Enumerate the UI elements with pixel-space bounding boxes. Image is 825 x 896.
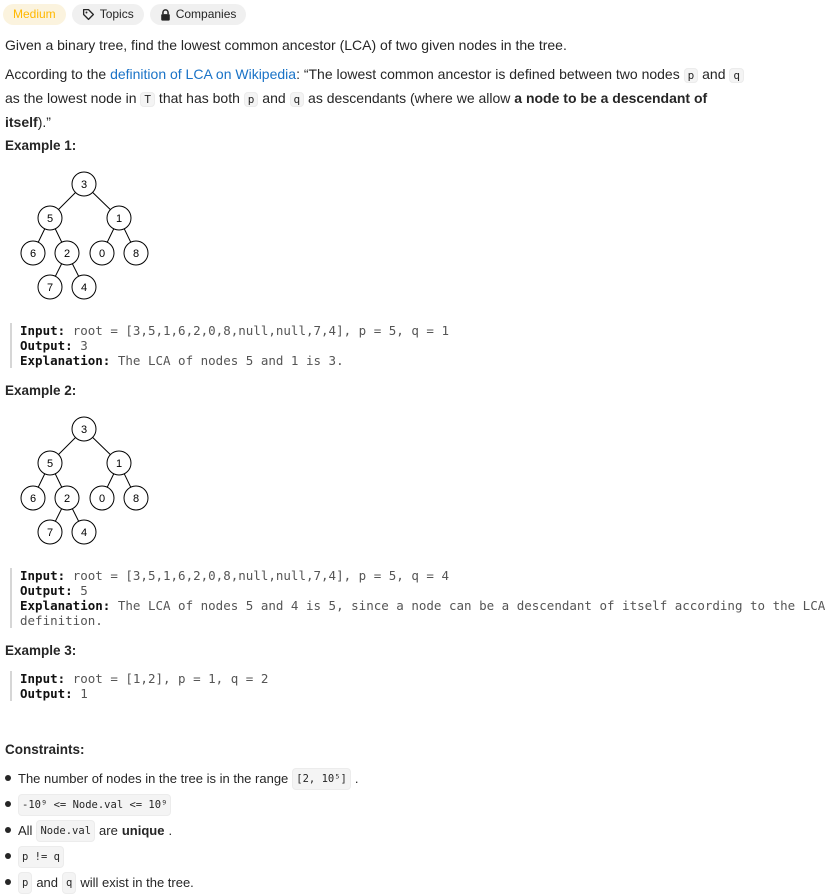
tree-node bbox=[90, 241, 114, 265]
svg-text:3: 3 bbox=[80, 424, 88, 436]
example-1-code-block bbox=[10, 323, 449, 368]
text: . bbox=[168, 823, 173, 838]
svg-text:0: 0 bbox=[98, 493, 106, 505]
explanation-value-continued: definition. bbox=[20, 613, 103, 628]
svg-text:8: 8 bbox=[132, 248, 140, 260]
output-value: 5 bbox=[80, 583, 88, 598]
svg-text:1: 1 bbox=[115, 458, 123, 470]
tree-node bbox=[72, 520, 96, 544]
tree-nodes bbox=[21, 417, 148, 544]
code-p: p bbox=[244, 92, 259, 107]
tree-node bbox=[72, 275, 96, 299]
output-label: Output: bbox=[20, 338, 73, 353]
text: and bbox=[258, 90, 290, 106]
svg-text:5: 5 bbox=[46, 458, 54, 470]
code: p != q bbox=[18, 846, 64, 868]
tree-node bbox=[72, 172, 96, 196]
input-label: Input: bbox=[20, 671, 66, 686]
tree-node bbox=[124, 241, 148, 265]
tree-node bbox=[55, 241, 79, 265]
code-t: T bbox=[140, 92, 155, 107]
difficulty-badge[interactable] bbox=[3, 4, 66, 25]
explanation-value: The LCA of nodes 5 and 1 is 3. bbox=[117, 353, 344, 368]
text: that has both bbox=[155, 90, 244, 106]
svg-text:0: 0 bbox=[98, 248, 106, 260]
list-item bbox=[5, 844, 358, 870]
constraints-title: Constraints: bbox=[5, 742, 85, 757]
text: are bbox=[99, 823, 118, 838]
text: as descendants (where we allow bbox=[304, 90, 515, 106]
text: The number of nodes in the tree is in the range bbox=[18, 771, 289, 786]
example-3-title: Example 3: bbox=[5, 643, 77, 658]
lca-wikipedia-link[interactable]: definition of LCA on Wikipedia bbox=[110, 66, 297, 82]
svg-text:6: 6 bbox=[29, 248, 37, 260]
code: Node.val bbox=[36, 820, 95, 842]
input-value: root = [1,2], p = 1, q = 2 bbox=[72, 671, 269, 686]
output-value: 3 bbox=[80, 338, 88, 353]
list-item bbox=[5, 818, 358, 844]
svg-text:1: 1 bbox=[115, 213, 123, 225]
tree-node bbox=[38, 206, 62, 230]
companies-label: Companies bbox=[175, 7, 237, 21]
tree-node bbox=[38, 451, 62, 475]
text: will exist in the tree. bbox=[80, 875, 194, 890]
code: [2, 10⁵] bbox=[292, 768, 351, 790]
input-value: root = [3,5,1,6,2,0,8,null,null,7,4], p = 5, q = 1 bbox=[72, 323, 449, 338]
example-2-title: Example 2: bbox=[5, 383, 77, 398]
svg-text:4: 4 bbox=[80, 282, 88, 294]
list-item bbox=[5, 870, 358, 896]
text: ).” bbox=[37, 114, 51, 130]
output-label: Output: bbox=[20, 583, 73, 598]
tree-node bbox=[38, 275, 62, 299]
input-label: Input: bbox=[20, 568, 66, 583]
tree-node bbox=[21, 486, 45, 510]
explanation-label: Explanation: bbox=[20, 598, 111, 613]
example-1-title: Example 1: bbox=[5, 138, 77, 153]
companies-button[interactable] bbox=[150, 4, 247, 25]
list-item bbox=[5, 766, 358, 792]
tree-node bbox=[72, 417, 96, 441]
explanation-label: Explanation: bbox=[20, 353, 111, 368]
topics-label: Topics bbox=[99, 7, 134, 21]
tree-node bbox=[55, 486, 79, 510]
topics-button[interactable] bbox=[72, 4, 144, 25]
tag-icon bbox=[82, 8, 95, 21]
explanation-value: The LCA of nodes 5 and 4 is 5, since a node can be a descendant of itself according to the LCA bbox=[117, 598, 825, 613]
code-p: p bbox=[684, 68, 699, 83]
svg-text:8: 8 bbox=[132, 493, 140, 505]
svg-text:4: 4 bbox=[80, 527, 88, 539]
svg-text:6: 6 bbox=[29, 493, 37, 505]
text: and bbox=[36, 875, 59, 890]
lock-icon bbox=[160, 9, 171, 21]
svg-text:7: 7 bbox=[46, 527, 54, 539]
input-label: Input: bbox=[20, 323, 66, 338]
text: All bbox=[18, 823, 33, 838]
svg-text:2: 2 bbox=[63, 248, 71, 260]
tree-node bbox=[90, 486, 114, 510]
text: as the lowest node in bbox=[5, 90, 141, 106]
tree-node bbox=[21, 241, 45, 265]
svg-text:2: 2 bbox=[63, 493, 71, 505]
list-item bbox=[5, 792, 358, 818]
constraints-list bbox=[5, 766, 358, 896]
example-2-tree-diagram bbox=[15, 411, 165, 551]
svg-text:7: 7 bbox=[46, 282, 54, 294]
code-q: q bbox=[290, 92, 305, 107]
description-paragraph-2 bbox=[5, 63, 745, 133]
output-value: 1 bbox=[80, 686, 88, 701]
code-q: q bbox=[729, 68, 744, 83]
tree-node bbox=[38, 520, 62, 544]
text: According to the bbox=[5, 66, 111, 82]
output-label: Output: bbox=[20, 686, 73, 701]
tree-node bbox=[124, 486, 148, 510]
description-paragraph-1: Given a binary tree, find the lowest common ancestor (LCA) of two given nodes in the tree. bbox=[5, 37, 567, 53]
emphasis: unique bbox=[121, 823, 165, 838]
svg-text:5: 5 bbox=[46, 213, 54, 225]
example-3-code-block bbox=[10, 671, 268, 701]
code: q bbox=[62, 872, 76, 894]
svg-text:3: 3 bbox=[80, 179, 88, 191]
example-2-code-block bbox=[10, 568, 825, 628]
emphasis: a node to be a descendant of itself bbox=[5, 90, 708, 130]
tag-bar bbox=[3, 4, 246, 25]
text: . bbox=[354, 771, 359, 786]
text: and bbox=[698, 66, 730, 82]
text: : “The lowest common ancestor is defined between two nodes bbox=[296, 66, 684, 82]
difficulty-label: Medium bbox=[13, 7, 56, 21]
tree-nodes bbox=[21, 172, 148, 299]
input-value: root = [3,5,1,6,2,0,8,null,null,7,4], p = 5, q = 4 bbox=[72, 568, 449, 583]
tree-node bbox=[107, 206, 131, 230]
code: -10⁹ <= Node.val <= 10⁹ bbox=[18, 794, 171, 816]
tree-node bbox=[107, 451, 131, 475]
code: p bbox=[18, 872, 32, 894]
example-1-tree-diagram bbox=[15, 166, 165, 306]
